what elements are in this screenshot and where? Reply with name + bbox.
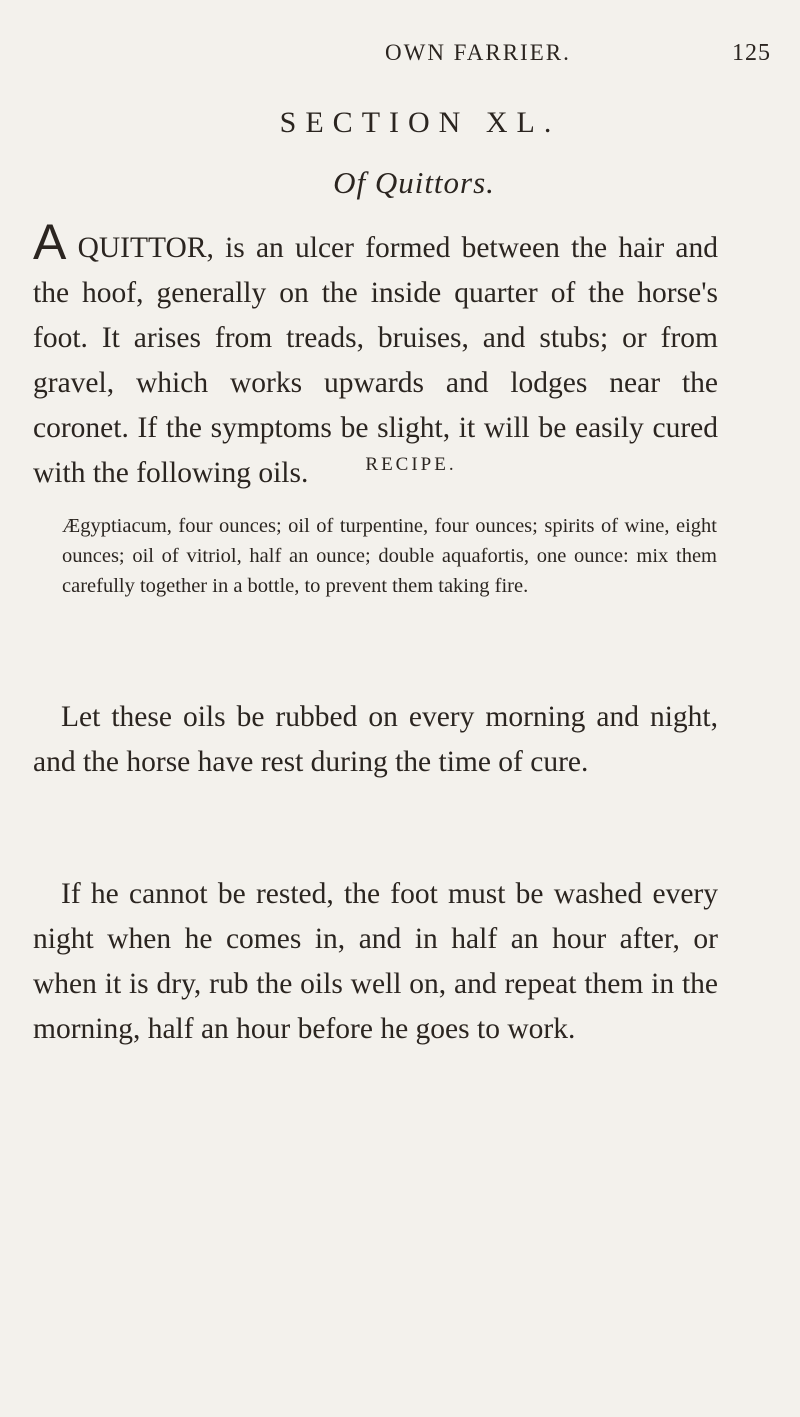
recipe-body: Ægyptiacum, four ounces; oil of turpentine, four ounces; spirits of wine, eight ounces; oil of vitriol, half an ounce; double aquafortis, one ounce: mix them carefully together in a bottle, to prevent them taking fire. [62, 515, 717, 597]
section-heading: SECTION XL. [279, 106, 561, 139]
drop-cap-initial: A [33, 214, 67, 270]
running-title: OWN FARRIER. [385, 40, 571, 65]
washing-paragraph: If he cannot be rested, the foot must be washed every night when he comes in, and in half an hour after, or when it is dry, rub the oils well on, and repeat them in the morning, half an hour before he goes to work. [33, 878, 718, 1045]
section-subtitle: Of Quittors. [333, 165, 495, 200]
recipe-heading: RECIPE. [365, 454, 457, 475]
running-head [0, 40, 800, 80]
cure-paragraph: Let these oils be rubbed on every morning and night, and the horse have rest during the time of cure. [33, 701, 718, 778]
opening-paragraph-text: QUITTOR, is an ulcer formed between the hair and the hoof, generally on the inside quarter of the horse's foot. It arises from treads, bruises, and stubs; or from gravel, which works upwards and lodges near the coronet. If the symptoms be slight, it will be easily cured with the following oils. [33, 232, 718, 489]
page-number: 125 [732, 40, 771, 66]
